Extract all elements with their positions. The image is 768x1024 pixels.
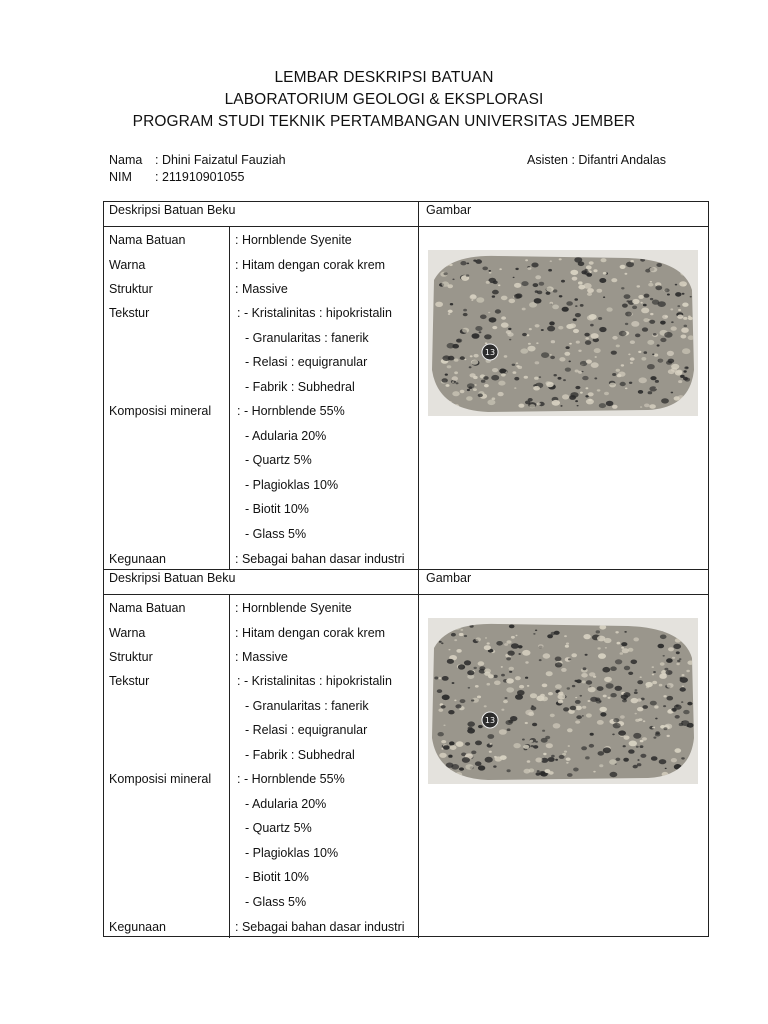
field-value: - Relasi : equigranular bbox=[245, 355, 368, 369]
nama-label: Nama bbox=[109, 153, 143, 167]
image-column-heading: Gambar bbox=[426, 571, 472, 585]
field-value: - Relasi : equigranular bbox=[245, 723, 368, 737]
field-value: - Biotit 10% bbox=[245, 502, 309, 516]
field-value: : Hornblende Syenite bbox=[235, 601, 352, 615]
field-value: : Hornblende Syenite bbox=[235, 233, 352, 247]
section-heading: Deskripsi Batuan Beku bbox=[109, 571, 236, 585]
field-value: - Quartz 5% bbox=[245, 453, 312, 467]
field-label: Nama Batuan bbox=[109, 233, 186, 247]
field-value: : Massive bbox=[235, 282, 288, 296]
field-value: - Adularia 20% bbox=[245, 797, 327, 811]
image-column-heading: Gambar bbox=[426, 203, 472, 217]
field-value: : - Kristalinitas : hipokristalin bbox=[237, 306, 392, 320]
field-label: Komposisi mineral bbox=[109, 404, 212, 418]
rock-sample-photo bbox=[428, 250, 698, 416]
field-value: : Sebagai bahan dasar industri bbox=[235, 920, 405, 934]
divider bbox=[104, 226, 708, 227]
field-value: - Granularitas : fanerik bbox=[245, 331, 369, 345]
divider bbox=[104, 569, 708, 570]
field-value: : Hitam dengan corak krem bbox=[235, 626, 386, 640]
nim-value: : 211910901055 bbox=[155, 170, 245, 184]
field-label: Warna bbox=[109, 626, 146, 640]
field-value: : - Hornblende 55% bbox=[237, 404, 345, 418]
student-nim-line bbox=[109, 170, 244, 184]
nim-label: NIM bbox=[109, 170, 132, 184]
rock-illustration bbox=[428, 250, 698, 416]
field-value: : Hitam dengan corak krem bbox=[235, 258, 386, 272]
lab-name: LABORATORIUM GEOLOGI & EKSPLORASI bbox=[224, 91, 544, 108]
field-value: - Quartz 5% bbox=[245, 821, 312, 835]
sample-number: 13 bbox=[484, 716, 496, 725]
field-label: Kegunaan bbox=[109, 920, 167, 934]
rock-sample-photo bbox=[428, 618, 698, 784]
divider bbox=[229, 226, 230, 569]
field-value: - Adularia 20% bbox=[245, 429, 327, 443]
nama-value: : Dhini Faizatul Fauziah bbox=[155, 153, 286, 167]
field-label: Kegunaan bbox=[109, 552, 167, 566]
field-value: - Plagioklas 10% bbox=[245, 478, 339, 492]
sample-number: 13 bbox=[484, 348, 496, 357]
field-label: Nama Batuan bbox=[109, 601, 186, 615]
field-label: Struktur bbox=[109, 650, 153, 664]
section-heading: Deskripsi Batuan Beku bbox=[109, 203, 236, 217]
field-value: - Plagioklas 10% bbox=[245, 846, 339, 860]
sheet-title: LEMBAR DESKRIPSI BATUAN bbox=[274, 69, 494, 86]
field-value: - Glass 5% bbox=[245, 895, 307, 909]
program-name: PROGRAM STUDI TEKNIK PERTAMBANGAN UNIVERSITAS JEMBER bbox=[132, 113, 636, 130]
field-value: : Massive bbox=[235, 650, 288, 664]
divider bbox=[418, 202, 419, 938]
field-value: - Granularitas : fanerik bbox=[245, 699, 369, 713]
rock-illustration bbox=[428, 618, 698, 784]
field-label: Struktur bbox=[109, 282, 153, 296]
divider bbox=[104, 594, 708, 595]
field-value: - Fabrik : Subhedral bbox=[245, 380, 355, 394]
student-name-line bbox=[109, 153, 286, 167]
field-label: Tekstur bbox=[109, 674, 150, 688]
field-label: Tekstur bbox=[109, 306, 150, 320]
assistant-line: Asisten : Difantri Andalas bbox=[527, 153, 666, 167]
field-value: - Fabrik : Subhedral bbox=[245, 748, 355, 762]
field-value: : - Hornblende 55% bbox=[237, 772, 345, 786]
field-value: : - Kristalinitas : hipokristalin bbox=[237, 674, 392, 688]
field-label: Warna bbox=[109, 258, 146, 272]
field-value: - Glass 5% bbox=[245, 527, 307, 541]
field-value: : Sebagai bahan dasar industri bbox=[235, 552, 405, 566]
field-label: Komposisi mineral bbox=[109, 772, 212, 786]
field-value: - Biotit 10% bbox=[245, 870, 309, 884]
divider bbox=[229, 594, 230, 938]
